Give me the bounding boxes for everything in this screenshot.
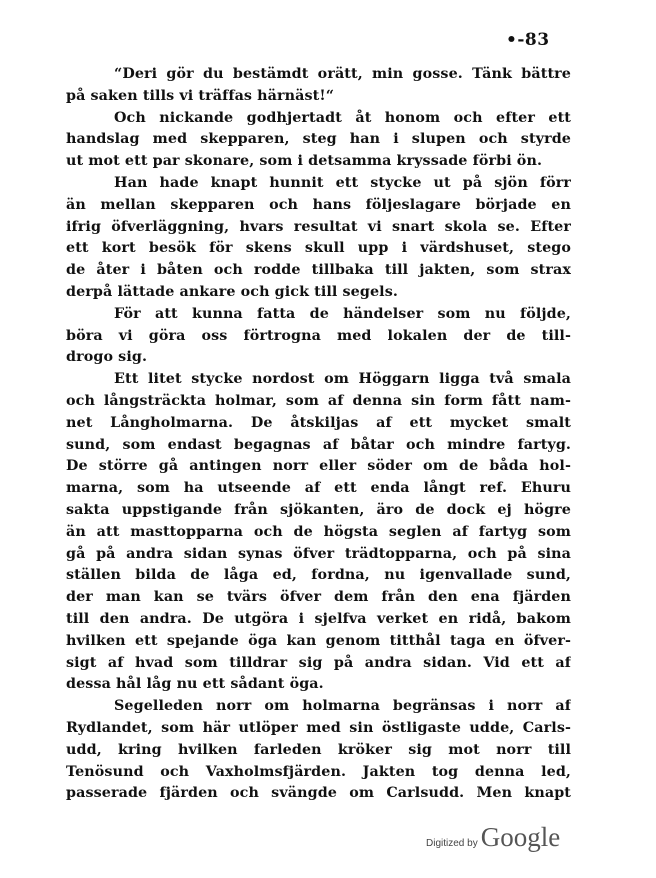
- page-number: •-83: [506, 30, 550, 50]
- body-text: [66, 64, 571, 805]
- text-line: De större gå antingen norr eller söder om de båda hol-: [66, 458, 571, 475]
- text-line: drogo sig.: [66, 349, 148, 366]
- text-line: net Långholmarna. De åtskiljas af ett mycket smalt: [66, 414, 571, 431]
- text-line: än att masttopparna och de högsta seglen af fartyg som: [66, 523, 571, 540]
- text-line: sund, som endast begagnas af båtar och mindre fartyg.: [66, 436, 571, 453]
- text-line: der man kan se tvärs öfver dem från den ena fjärden: [66, 589, 571, 606]
- text-line: hvilken ett spejande öga kan genom titthål taga en öfver-: [66, 632, 571, 649]
- digitized-by-google-watermark: [426, 822, 560, 853]
- text-line: ställen bilda de låga ed, fordna, nu igenvallade sund,: [66, 567, 571, 584]
- text-line: För att kunna fatta de händelser som nu följde,: [114, 305, 571, 322]
- text-line: till den andra. De utgöra i sjelfva verket en ridå, bakom: [66, 610, 571, 627]
- text-line: Och nickande godhjertadt åt honom och efter ett: [114, 109, 571, 126]
- text-line: sakta uppstigande från sjökanten, äro de dock ej högre: [66, 501, 571, 518]
- text-line: Rydlandet, som här utlöper med sin östligaste udde, Carls-: [66, 719, 571, 736]
- text-line: på saken tills vi träffas härnäst!“: [66, 87, 335, 104]
- text-line: böra vi göra oss förtrogna med lokalen der de till-: [66, 327, 571, 344]
- text-line: derpå lättade ankare och gick till segels.: [66, 283, 398, 300]
- text-line: Han hade knapt hunnit ett stycke ut på sjön förr: [114, 174, 571, 191]
- text-line: dessa hål låg nu ett sådant öga.: [66, 676, 324, 693]
- text-line: ifrig öfverläggning, hvars resultat vi snart skola se. Efter: [66, 218, 571, 235]
- text-line: ett kort besök för skens skull upp i värdshuset, stego: [66, 240, 571, 257]
- text-line: än mellan skepparen och hans följeslagare började en: [66, 196, 571, 213]
- text-line: och långsträckta holmar, som af denna sin form fått nam-: [66, 392, 571, 409]
- text-line: handslag med skepparen, steg han i slupen och styrde: [66, 131, 571, 148]
- text-line: de åter i båten och rodde tillbaka till jakten, som strax: [66, 262, 571, 279]
- text-line: “Deri gör du bestämdt orätt, min gosse. Tänk bättre: [114, 66, 571, 82]
- text-line: Ett litet stycke nordost om Höggarn ligga två smala: [114, 371, 571, 388]
- google-logo: Google: [480, 822, 561, 852]
- text-line: gå på andra sidan synas öfver trädtopparna, och på sina: [66, 545, 571, 562]
- text-line: udd, kring hvilken farleden kröker sig mot norr till: [66, 741, 571, 758]
- text-line: passerade fjärden och svängde om Carlsudd. Men knapt: [66, 785, 571, 802]
- text-line: Tenösund och Vaxholmsfjärden. Jakten tog denna led,: [66, 763, 571, 780]
- text-line: sigt af hvad som tilldrar sig på andra sidan. Vid ett af: [66, 654, 571, 671]
- text-line: ut mot ett par skonare, som i detsamma kryssade förbi ön.: [66, 153, 543, 170]
- text-line: marna, som ha utseende af ett enda långt ref. Ehuru: [66, 480, 571, 497]
- text-line: Segelleden norr om holmarna begränsas i norr af: [114, 698, 571, 715]
- digitized-by-label: Digitized by: [426, 838, 478, 849]
